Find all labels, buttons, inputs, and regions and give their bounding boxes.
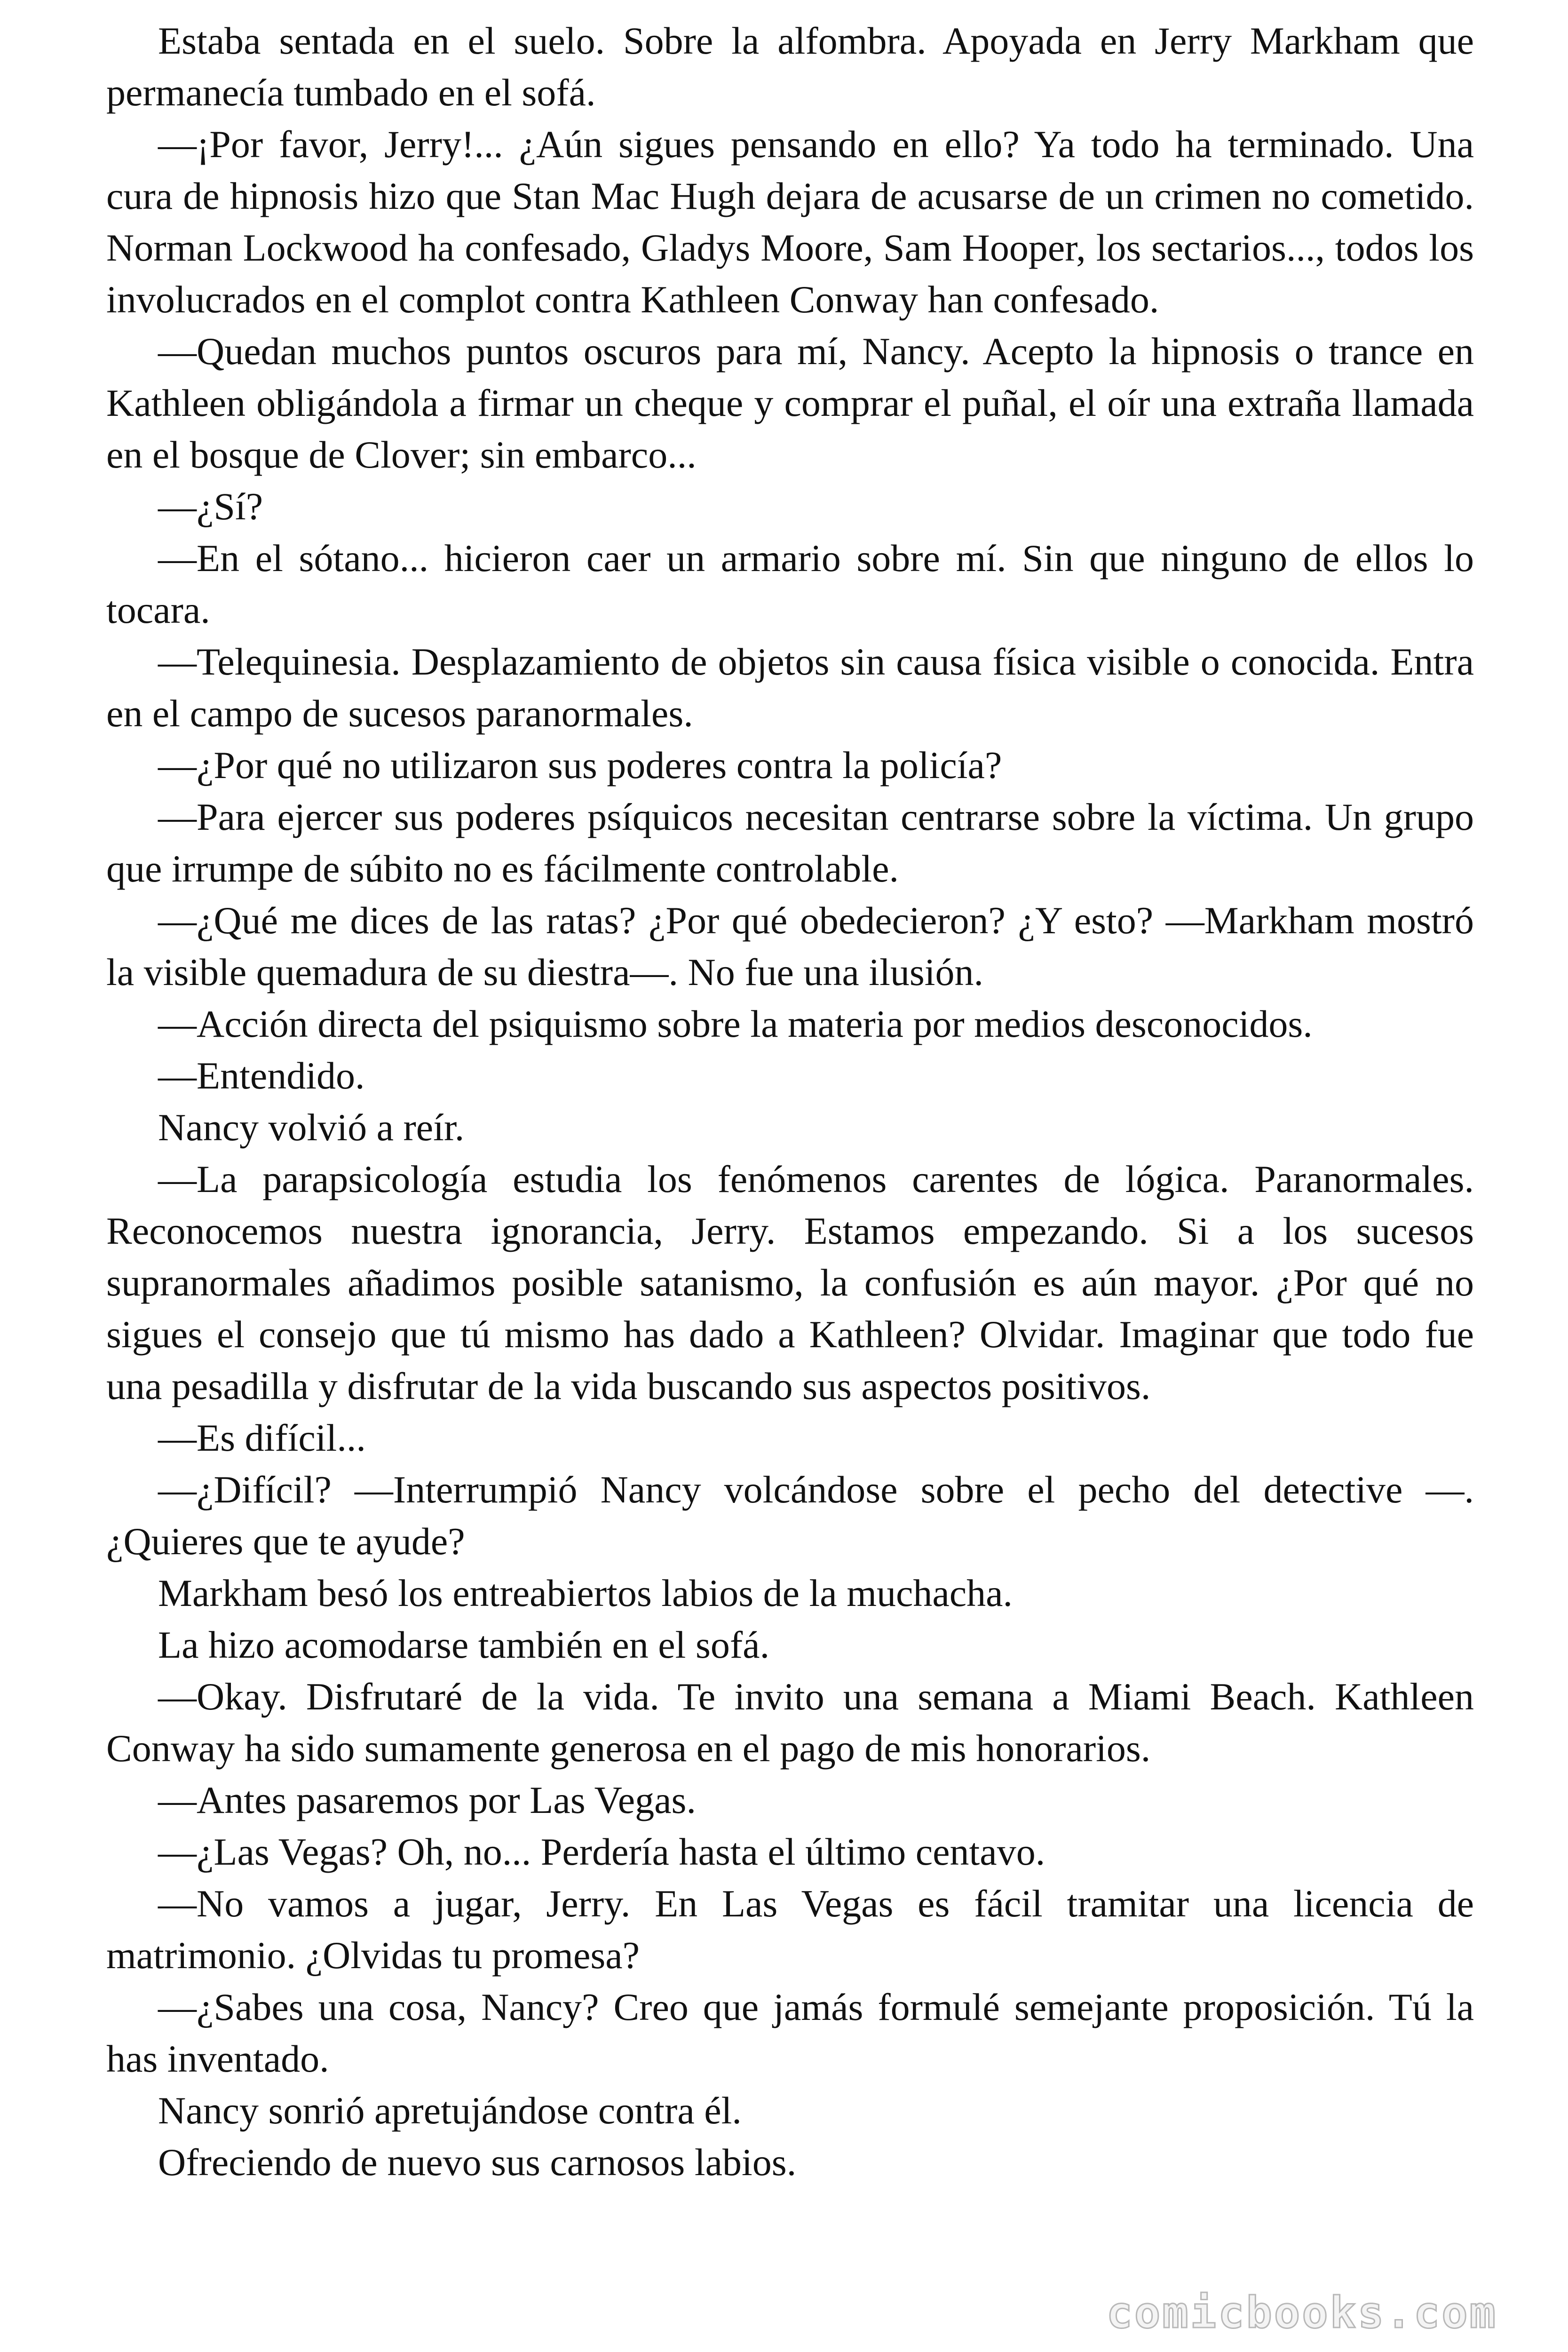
paragraph: Nancy volvió a reír. bbox=[158, 1106, 465, 1149]
paragraph: Ofreciendo de nuevo sus carnosos labios. bbox=[158, 2141, 797, 2184]
paragraph: —La parapsicología estudia los fenómenos carentes de lógica. Paranormales. Reconocemos nuestra ignorancia, Jerry. Estamos empezando. Si a los sucesos supranormales añadimos posible satanismo, la confusión es aún mayor. ¿Por qué no sigues el consejo que tú mismo has dado a Kathleen? Olvidar. Imaginar que todo fue una pesadilla y disfrutar de la vida buscando sus aspectos positivos. bbox=[106, 1158, 1474, 1407]
paragraph: —Okay. Disfrutaré de la vida. Te invito una semana a Miami Beach. Kathleen Conway ha sido sumamente generosa en el pago de mis honorarios. bbox=[106, 1675, 1474, 1770]
paragraph: —¿Las Vegas? Oh, no... Perdería hasta el último centavo. bbox=[158, 1830, 1045, 1873]
paragraph: —¿Sí? bbox=[158, 485, 263, 528]
paragraph: —Es difícil... bbox=[158, 1416, 366, 1459]
paragraph: —Para ejercer sus poderes psíquicos necesitan centrarse sobre la víctima. Un grupo que irrumpe de súbito no es fácilmente controlable. bbox=[106, 795, 1474, 890]
paragraph: Nancy sonrió apretujándose contra él. bbox=[158, 2089, 742, 2132]
paragraph: —¡Por favor, Jerry!... ¿Aún sigues pensando en ello? Ya todo ha terminado. Una cura de hipnosis hizo que Stan Mac Hugh dejara de acusarse de un crimen no cometido. Norman Lockwood ha confesado, Gladys Moore, Sam Hooper, los sectarios..., todos los involucrados en el complot contra Kathleen Conway han confesado. bbox=[106, 123, 1474, 321]
paragraph: Estaba sentada en el suelo. Sobre la alfombra. Apoyada en Jerry Markham que permanecía tumbado en el sofá. bbox=[106, 19, 1474, 114]
paragraph: —¿Por qué no utilizaron sus poderes contra la policía? bbox=[158, 744, 1002, 787]
paragraph: —No vamos a jugar, Jerry. En Las Vegas es fácil tramitar una licencia de matrimonio. ¿Olvidas tu promesa? bbox=[106, 1882, 1474, 1977]
paragraph: —¿Qué me dices de las ratas? ¿Por qué obedecieron? ¿Y esto? —Markham mostró la visible quemadura de su diestra—. No fue una ilusión. bbox=[106, 899, 1474, 993]
paragraph: —Antes pasaremos por Las Vegas. bbox=[158, 1779, 696, 1821]
paragraph: —Telequinesia. Desplazamiento de objetos sin causa física visible o conocida. Entra en el campo de sucesos paranormales. bbox=[106, 640, 1474, 735]
paragraph: —Acción directa del psiquismo sobre la materia por medios desconocidos. bbox=[158, 1002, 1313, 1045]
paragraph: —¿Sabes una cosa, Nancy? Creo que jamás formulé semejante proposición. Tú la has inventado. bbox=[106, 1986, 1474, 2080]
paragraph: La hizo acomodarse también en el sofá. bbox=[158, 1623, 770, 1666]
document-page bbox=[106, 15, 1474, 2188]
paragraph: —Entendido. bbox=[158, 1054, 365, 1097]
paragraph: Markham besó los entreabiertos labios de la muchacha. bbox=[158, 1572, 1013, 1614]
watermark-logo: comicbooks.com bbox=[1106, 2288, 1497, 2338]
paragraph: —Quedan muchos puntos oscuros para mí, Nancy. Acepto la hipnosis o trance en Kathleen obligándola a firmar un cheque y comprar el puñal, el oír una extraña llamada en el bosque de Clover; sin embarco... bbox=[106, 330, 1474, 476]
paragraph: —En el sótano... hicieron caer un armario sobre mí. Sin que ninguno de ellos lo tocara. bbox=[106, 537, 1474, 631]
paragraph: —¿Difícil? —Interrumpió Nancy volcándose sobre el pecho del detective —. ¿Quieres que te ayude? bbox=[106, 1468, 1474, 1563]
